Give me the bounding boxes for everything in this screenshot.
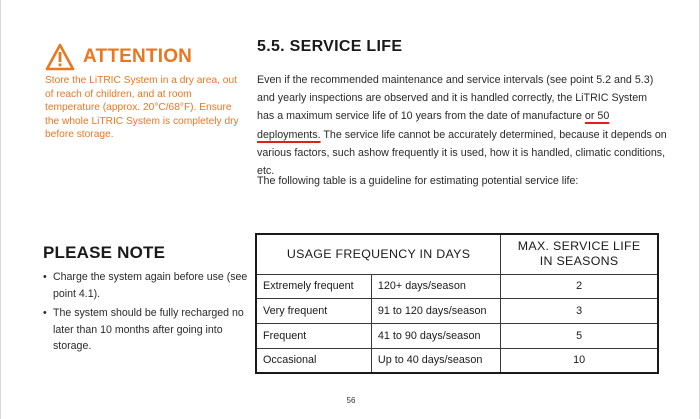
section-title: 5.5. SERVICE LIFE xyxy=(257,38,403,55)
attention-box xyxy=(45,42,245,142)
please-note-title: PLEASE NOTE xyxy=(43,243,166,262)
paragraph-text-part: The service life cannot be accurately determined, because it depends on various factors, such ashow frequently it is used, how it is handled, climatic conditions, etc. xyxy=(257,128,667,178)
service-life-paragraph xyxy=(257,71,667,180)
paragraph-text-part: Even if the recommended maintenance and service intervals (see point 5.2 and 5.3) and yearly inspections are observed and it is handled correctly, the LiTRIC System has a maximum service life of 10 years from the date of manufacture xyxy=(257,74,654,123)
row-seasons: 5 xyxy=(501,323,658,348)
please-note-item: • Charge the system again before use (see point 4.1). xyxy=(43,269,248,302)
table-intro-text: The following table is a guideline for estimating potential service life: xyxy=(257,175,579,187)
table-header-row xyxy=(256,234,658,274)
header-usage-frequency: USAGE FREQUENCY IN DAYS xyxy=(256,234,501,274)
header-max-service-life: MAX. SERVICE LIFE IN SEASONS xyxy=(501,234,658,274)
attention-text: Store the LiTRIC System in a dry area, out of reach of children, and at room temperature (approx. 20°C/68°F). Ensure the whole LiTRIC System is completely dry before storage. xyxy=(45,75,239,141)
row-category: Extremely frequent xyxy=(256,274,371,299)
row-seasons: 10 xyxy=(501,348,658,373)
service-life-table xyxy=(255,233,659,374)
please-note-list xyxy=(43,269,248,355)
row-days: Up to 40 days/season xyxy=(371,348,500,373)
table-row xyxy=(256,323,658,348)
row-category: Frequent xyxy=(256,323,371,348)
row-category: Occasional xyxy=(256,348,371,373)
row-days: 120+ days/season xyxy=(371,274,500,299)
row-category: Very frequent xyxy=(256,299,371,324)
please-note-item: • The system should be fully recharged no later than 10 months after going into storage. xyxy=(43,305,248,355)
please-note-box xyxy=(43,243,248,358)
attention-title: ATTENTION xyxy=(83,46,193,67)
attention-header xyxy=(45,42,245,72)
row-seasons: 3 xyxy=(501,299,658,324)
row-days: 91 to 120 days/season xyxy=(371,299,500,324)
warning-triangle-icon xyxy=(45,43,75,71)
table-row xyxy=(256,274,658,299)
row-days: 41 to 90 days/season xyxy=(371,323,500,348)
underlined-deployments-text: or 50 deployments. xyxy=(257,110,610,141)
page-number: 56 xyxy=(346,396,356,405)
table-row xyxy=(256,299,658,324)
table-row xyxy=(256,348,658,373)
row-seasons: 2 xyxy=(501,274,658,299)
